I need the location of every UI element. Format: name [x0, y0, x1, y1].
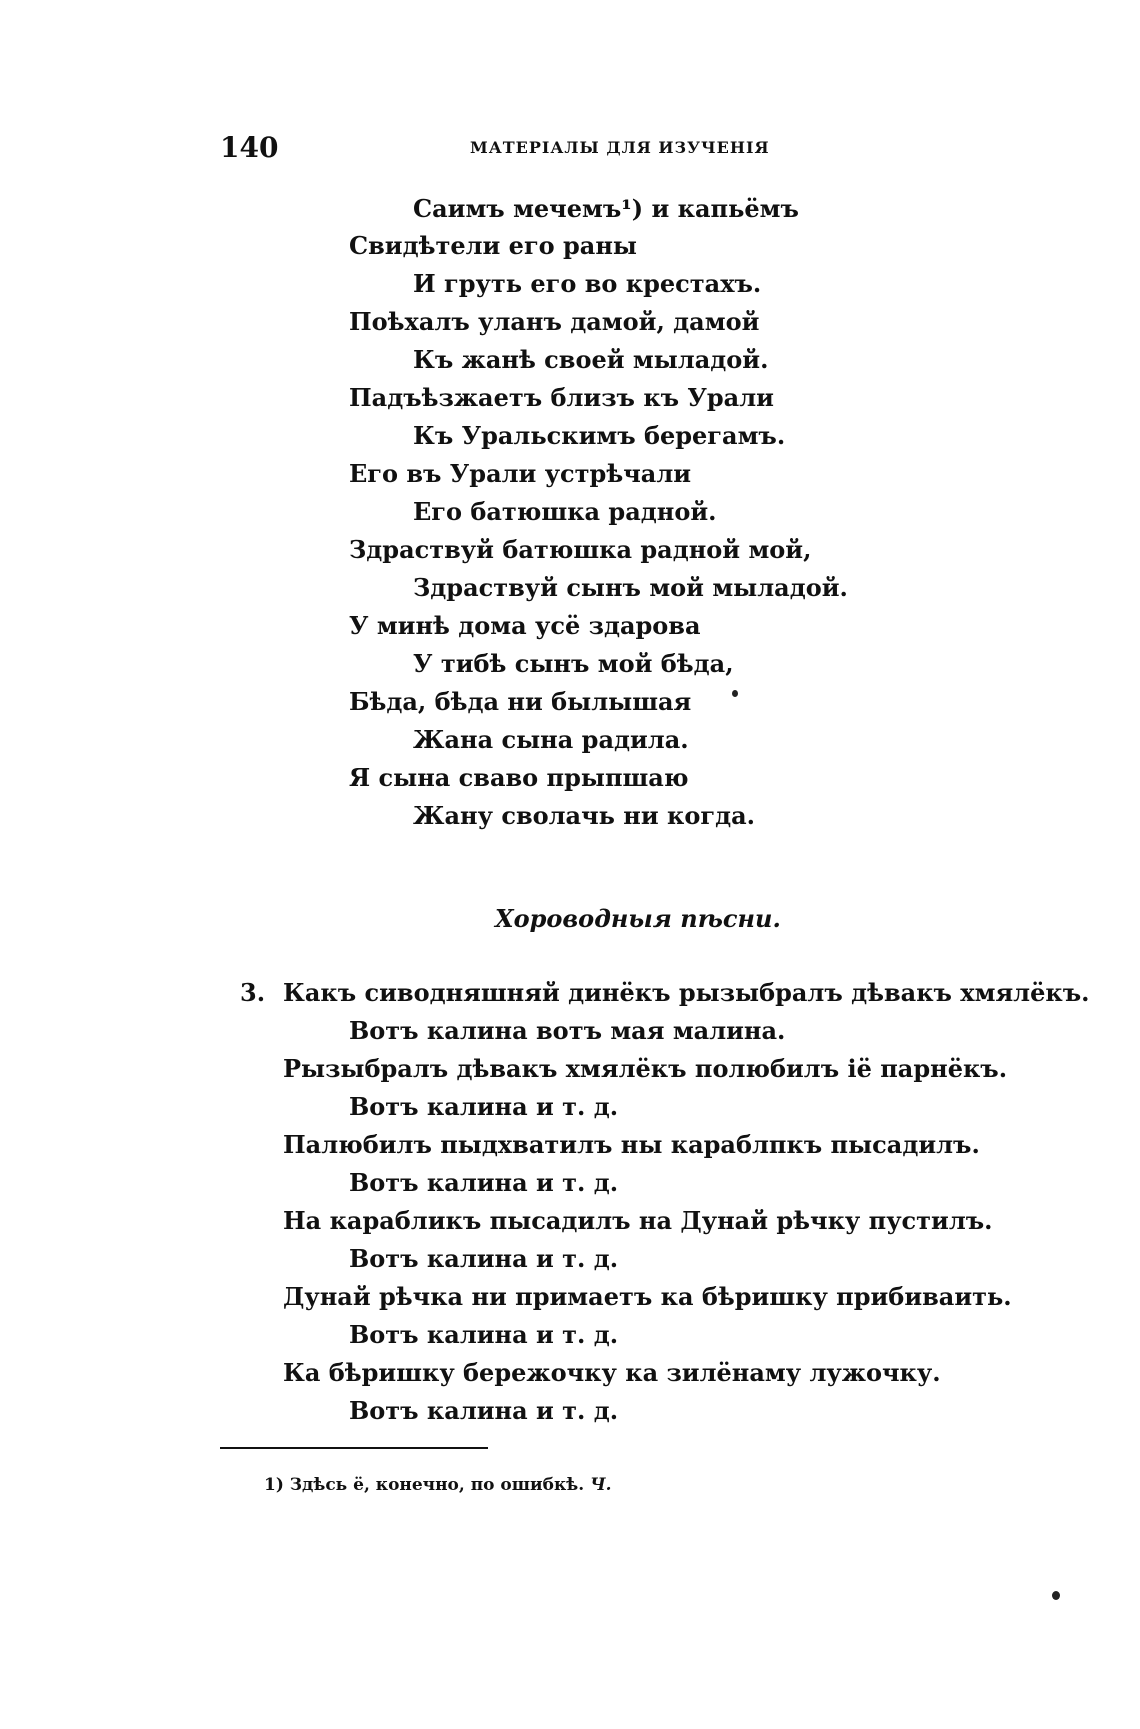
footnote-signature: Ч. — [590, 1475, 612, 1495]
song-line: Вотъ калина и т. д. — [349, 1244, 619, 1273]
ink-speck — [732, 690, 738, 697]
section-heading: Хороводныя пѣсни. — [495, 904, 781, 933]
poem-line: Поѣхалъ уланъ дамой, дамой — [349, 307, 760, 336]
song-line: Дунай рѣчка ни примаетъ ка бѣришку прибиваить. — [283, 1282, 1012, 1311]
ink-speck — [1052, 1591, 1060, 1600]
poem-line: У минѣ дома усё здарова — [349, 611, 701, 640]
running-title: МАТЕРІАЛЫ ДЛЯ ИЗУЧЕНІЯ — [470, 138, 770, 157]
song-line: Вотъ калина и т. д. — [349, 1168, 619, 1197]
song-line: Ка бѣришку бережочку ка зилёнаму лужочку. — [283, 1358, 941, 1387]
song-line: Вотъ калина и т. д. — [349, 1092, 619, 1121]
poem-line: Его въ Урали устрѣчали — [349, 459, 692, 488]
song-line: Вотъ калина и т. д. — [349, 1320, 619, 1349]
poem-line: Жана сына радила. — [413, 725, 689, 754]
song-line: На карабликъ пысадилъ на Дунай рѣчку пустилъ. — [283, 1206, 993, 1235]
footnote-rule — [220, 1447, 488, 1449]
footnote — [264, 1472, 612, 1498]
page-number: 140 — [220, 131, 279, 164]
poem-line: Здраствуй сынъ мой мыладой. — [413, 573, 848, 602]
poem-line: Его батюшка радной. — [413, 497, 717, 526]
song-line: Вотъ калина вотъ мая малина. — [349, 1016, 786, 1045]
poem-line: Къ жанѣ своей мыладой. — [413, 345, 769, 374]
poem-line: Здраствуй батюшка радной мой, — [349, 535, 812, 564]
poem-line: Свидѣтели его раны — [349, 231, 637, 260]
song-line: Рызыбралъ дѣвакъ хмялёкъ полюбилъ іё парнёкъ. — [283, 1054, 1008, 1083]
song-line: Палюбилъ пыдхватилъ ны караблпкъ пысадилъ. — [283, 1130, 980, 1159]
footnote-text: 1) Здѣсь ё, конечно, по ошибкѣ. — [264, 1475, 585, 1495]
poem-line: Къ Уральскимъ берегамъ. — [413, 421, 786, 450]
poem-line: И груть его во крестахъ. — [413, 269, 762, 298]
song-line: Какъ сиводняшняй динёкъ рызыбралъ дѣвакъ хмялёкъ. — [283, 978, 1090, 1007]
poem-line: Я сына сваво прыпшаю — [349, 763, 689, 792]
poem-line: Жану сволачь ни когда. — [413, 801, 755, 830]
poem-line: Саимъ мечемъ¹) и капьёмъ — [413, 194, 799, 223]
poem-line: Бѣда, бѣда ни былышая — [349, 687, 692, 716]
song-line: Вотъ калина и т. д. — [349, 1396, 619, 1425]
poem-line: У тибѣ сынъ мой бѣда, — [413, 649, 734, 678]
song-number: 3. — [240, 978, 266, 1007]
poem-line: Падъѣзжаетъ близъ къ Урали — [349, 383, 774, 412]
